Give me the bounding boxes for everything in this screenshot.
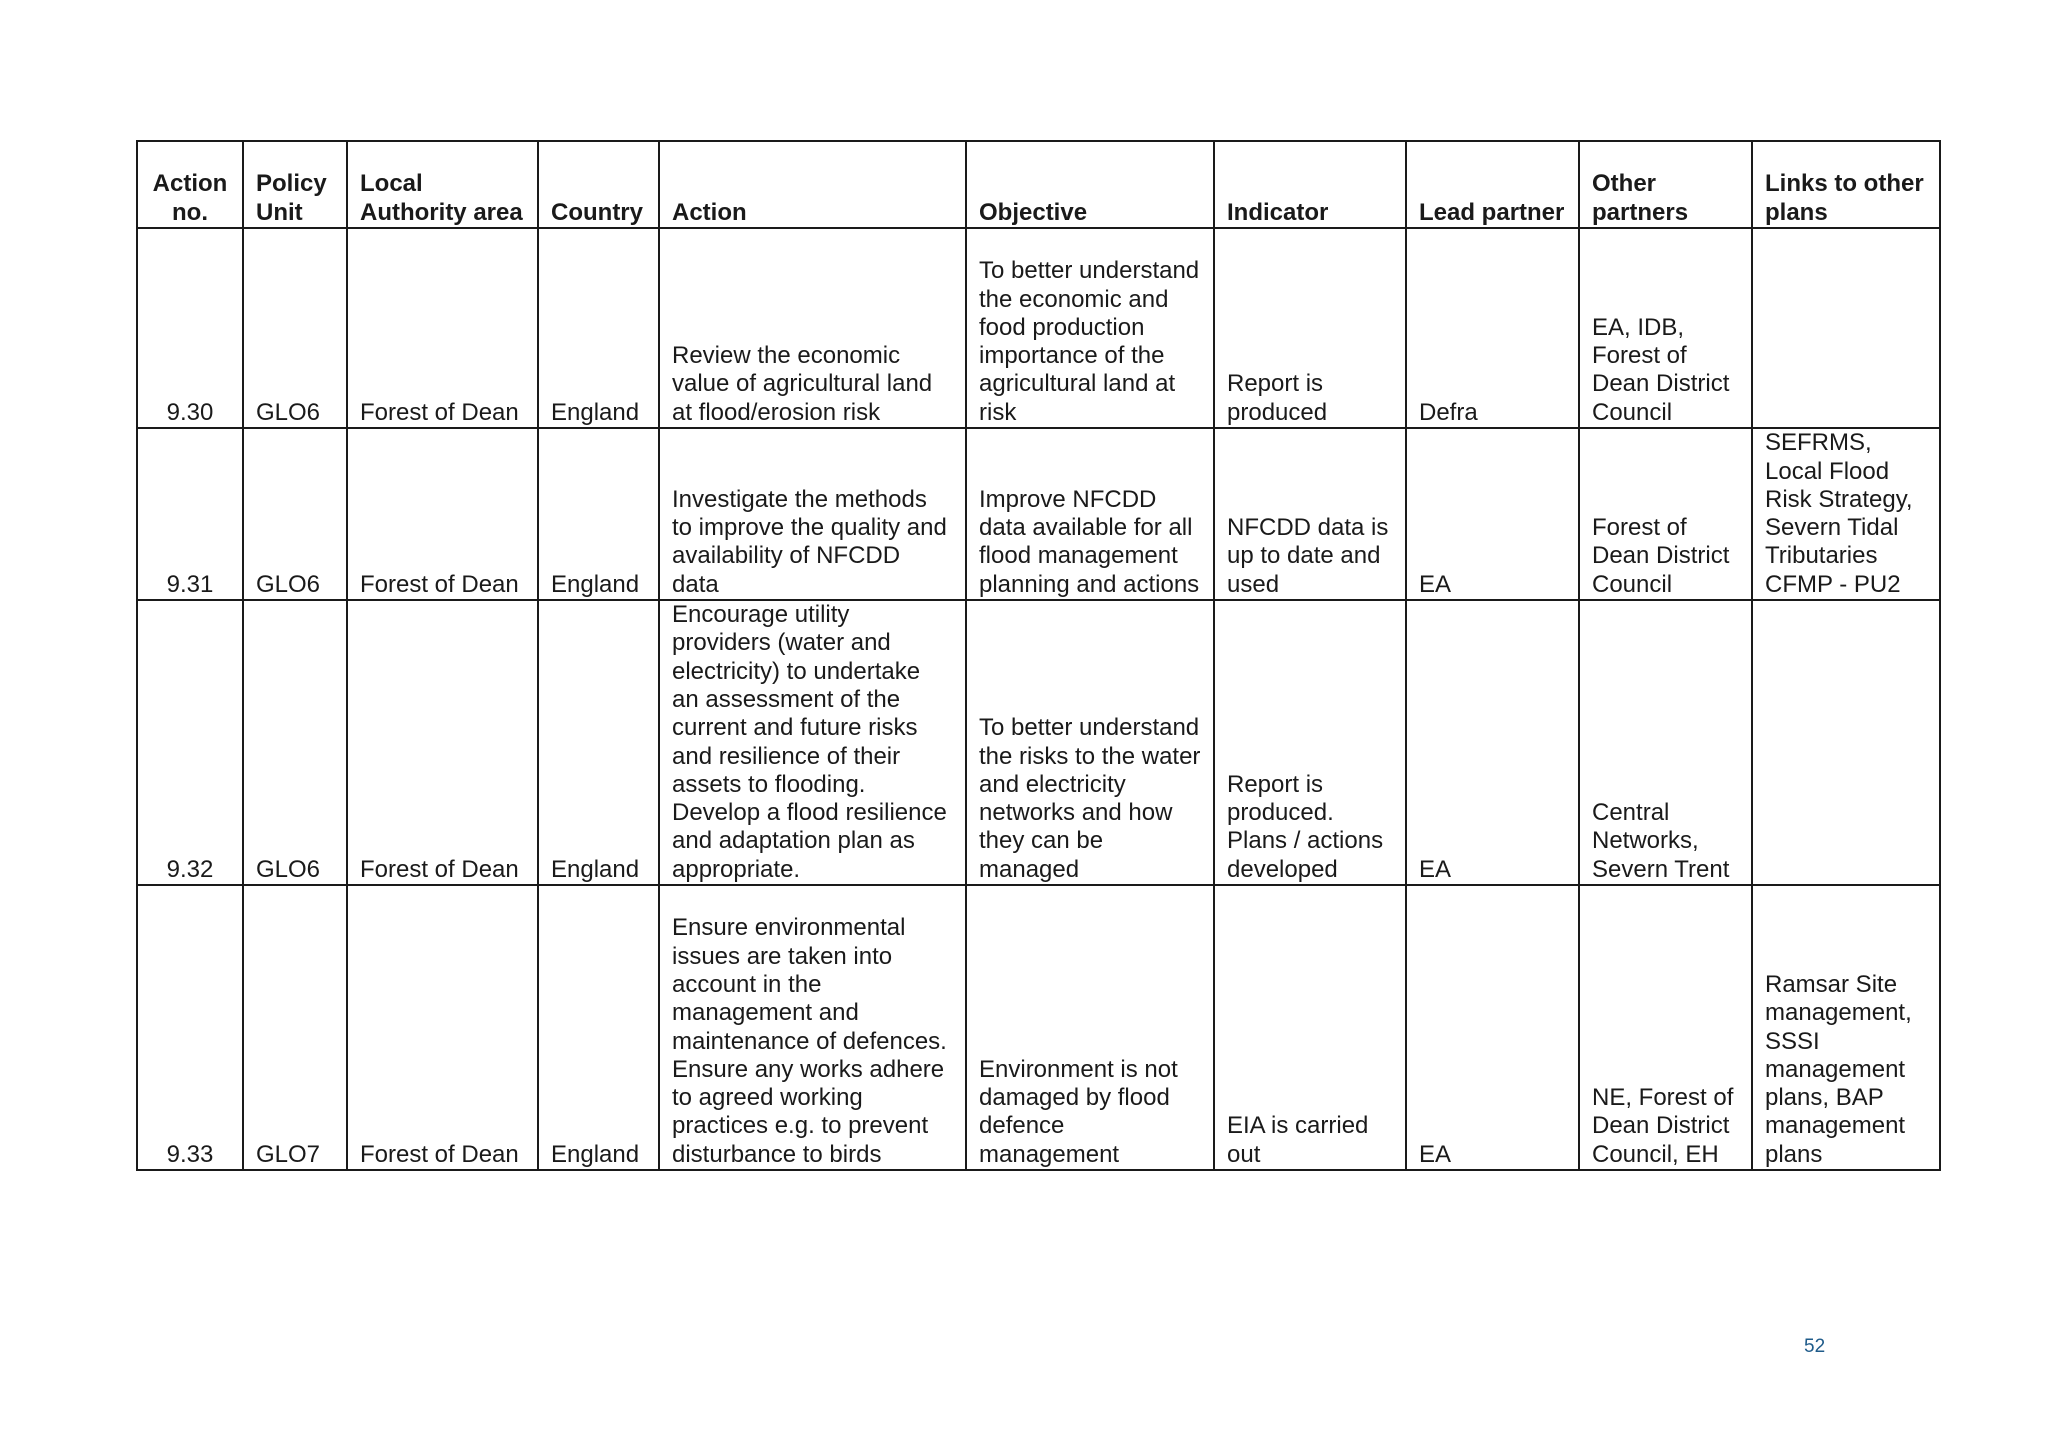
cell-policy-unit: GLO6 <box>243 600 347 885</box>
cell-links: Ramsar Site management, SSSI management plans, BAP management plans <box>1752 885 1940 1170</box>
table-row <box>137 885 1940 1170</box>
header-links: Links to other plans <box>1752 141 1940 228</box>
cell-local-authority: Forest of Dean <box>347 228 538 428</box>
cell-policy-unit: GLO6 <box>243 228 347 428</box>
table-row <box>137 428 1940 600</box>
cell-other-partners: NE, Forest of Dean District Council, EH <box>1579 885 1752 1170</box>
cell-objective: Improve NFCDD data available for all flood management planning and actions <box>966 428 1214 600</box>
cell-action: Review the economic value of agricultural land at flood/erosion risk <box>659 228 966 428</box>
cell-action: Ensure environmental issues are taken into account in the management and maintenance of defences. Ensure any works adhere to agreed working practices e.g. to prevent disturbance to birds <box>659 885 966 1170</box>
cell-country: England <box>538 228 659 428</box>
cell-objective: To better understand the risks to the water and electricity networks and how they can be managed <box>966 600 1214 885</box>
cell-other-partners: Central Networks, Severn Trent <box>1579 600 1752 885</box>
cell-links <box>1752 600 1940 885</box>
cell-action-no: 9.31 <box>137 428 243 600</box>
cell-objective: To better understand the economic and food production importance of the agricultural land at risk <box>966 228 1214 428</box>
cell-policy-unit: GLO6 <box>243 428 347 600</box>
cell-other-partners: EA, IDB, Forest of Dean District Council <box>1579 228 1752 428</box>
cell-country: England <box>538 428 659 600</box>
cell-lead-partner: EA <box>1406 600 1579 885</box>
header-other-partners: Other partners <box>1579 141 1752 228</box>
action-plan-table <box>136 140 1941 1171</box>
header-action-no: Action no. <box>137 141 243 228</box>
header-lead-partner: Lead partner <box>1406 141 1579 228</box>
cell-lead-partner: EA <box>1406 428 1579 600</box>
cell-local-authority: Forest of Dean <box>347 600 538 885</box>
table-header-row <box>137 141 1940 228</box>
cell-country: England <box>538 885 659 1170</box>
cell-lead-partner: EA <box>1406 885 1579 1170</box>
cell-policy-unit: GLO7 <box>243 885 347 1170</box>
table-row <box>137 600 1940 885</box>
cell-links: SEFRMS, Local Flood Risk Strategy, Severn Tidal Tributaries CFMP - PU2 <box>1752 428 1940 600</box>
cell-action: Investigate the methods to improve the quality and availability of NFCDD data <box>659 428 966 600</box>
page-number: 52 <box>1804 1336 1826 1357</box>
cell-indicator: EIA is carried out <box>1214 885 1406 1170</box>
cell-local-authority: Forest of Dean <box>347 885 538 1170</box>
cell-local-authority: Forest of Dean <box>347 428 538 600</box>
cell-indicator: NFCDD data is up to date and used <box>1214 428 1406 600</box>
cell-links <box>1752 228 1940 428</box>
cell-action-no: 9.30 <box>137 228 243 428</box>
cell-action-no: 9.32 <box>137 600 243 885</box>
table-row <box>137 228 1940 428</box>
header-action: Action <box>659 141 966 228</box>
cell-indicator: Report is produced. Plans / actions developed <box>1214 600 1406 885</box>
cell-other-partners: Forest of Dean District Council <box>1579 428 1752 600</box>
cell-indicator: Report is produced <box>1214 228 1406 428</box>
cell-action-no: 9.33 <box>137 885 243 1170</box>
cell-country: England <box>538 600 659 885</box>
header-country: Country <box>538 141 659 228</box>
header-policy-unit: Policy Unit <box>243 141 347 228</box>
cell-objective: Environment is not damaged by flood defence management <box>966 885 1214 1170</box>
header-indicator: Indicator <box>1214 141 1406 228</box>
cell-action: Encourage utility providers (water and electricity) to undertake an assessment of the current and future risks and resilience of their assets to flooding. Develop a flood resilience and adaptation plan as appropriate. <box>659 600 966 885</box>
cell-lead-partner: Defra <box>1406 228 1579 428</box>
header-objective: Objective <box>966 141 1214 228</box>
header-local-authority: Local Authority area <box>347 141 538 228</box>
